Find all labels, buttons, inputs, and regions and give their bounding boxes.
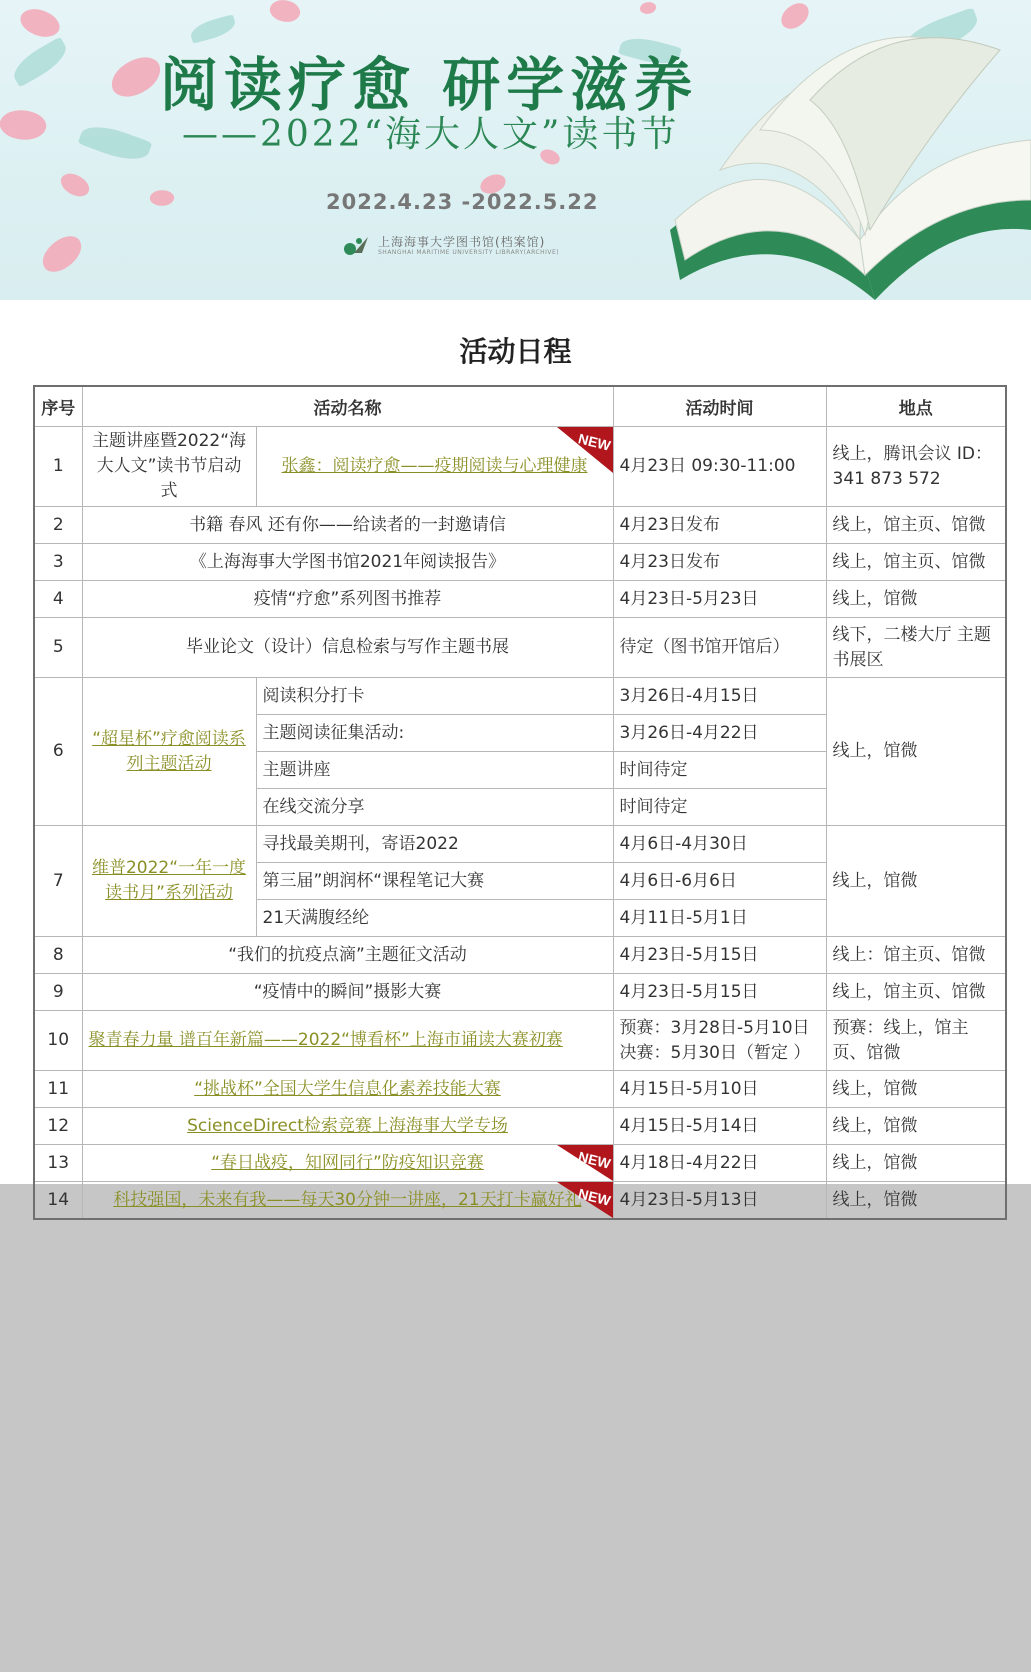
sub-activity-time: 4月11日-5月1日 [613,900,826,937]
activity-time: 待定（图书馆开馆后） [613,618,826,678]
table-row [34,826,1006,863]
activity-place: 线上，馆主页、馆微 [826,974,1006,1011]
activity-link[interactable]: 科技强国，未来有我——每天30分钟一讲座，21天打卡赢好礼 [113,1189,582,1210]
header-location: 地点 [826,386,1006,427]
activity-name: 书籍 春风 还有你——给读者的一封邀请信 [82,507,613,544]
activity-place: 线上，馆微 [826,1145,1006,1182]
activity-place: 线上，馆微 [826,678,1006,826]
petal-decoration [106,52,166,102]
activity-place: 线上，腾讯会议 ID：341 873 572 [826,427,1006,507]
sub-activity-name: 主题讲座 [256,752,613,789]
activity-group-link[interactable]: 维普2022“一年一度读书月”系列活动 [91,858,247,903]
table-row [34,581,1006,618]
table-row [34,1011,1006,1071]
sub-activity-name: 在线交流分享 [256,789,613,826]
activity-place: 线上，馆微 [826,1108,1006,1145]
petal-decoration [640,1,657,14]
section-title: 活动日程 [459,335,572,368]
activity-time: 4月23日-5月15日 [613,937,826,974]
activity-name: 毕业论文（设计）信息检索与写作主题书展 [82,618,613,678]
header-activity-time: 活动时间 [613,386,826,427]
activity-group: 主题讲座暨2022“海大人文”读书节启动式 [82,427,256,507]
petal-decoration [267,0,303,27]
table-row [34,1108,1006,1145]
activity-place: 线上，馆微 [826,1071,1006,1108]
table-row [34,974,1006,1011]
activity-name: “我们的抗疫点滴”主题征文活动 [82,937,613,974]
activity-place: 线上，馆微 [826,826,1006,937]
activity-time: 4月15日-5月10日 [613,1071,826,1108]
row-number: 5 [34,618,82,678]
sub-activity-name: 第三届”朗润杯“课程笔记大赛 [256,863,613,900]
sub-activity-name: 21天满腹经纶 [256,900,613,937]
activity-link[interactable]: 张鑫：阅读疗愈——疫期阅读与心理健康 [281,456,588,476]
banner-dates: 2022.4.23 -2022.5.22 [326,190,599,214]
activity-name-cell [82,1011,613,1071]
activity-place: 预赛：线上，馆主页、馆微 [826,1011,1006,1071]
petal-decoration [57,168,93,203]
header-banner [0,0,1031,300]
activity-group-cell [82,678,256,826]
header-no: 序号 [34,386,82,427]
activity-name-cell [82,1071,613,1108]
activity-name: “疫情中的瞬间”摄影大赛 [82,974,613,1011]
activity-link[interactable]: “春日战疫，知网同行”防疫知识竞赛 [211,1152,484,1173]
library-name-english: SHANGHAI MARITIME UNIVERSITY LIBRARY(ARCHIVE) [378,249,560,256]
activity-time: 4月23日-5月23日 [613,581,826,618]
activity-time: 4月23日 09:30-11:00 [613,427,826,507]
activity-time: 4月23日发布 [613,544,826,581]
row-number: 7 [34,826,82,937]
activity-group-cell [82,826,256,937]
activity-schedule-table [33,385,1007,1220]
sub-activity-time: 3月26日-4月22日 [613,715,826,752]
row-number: 14 [34,1182,82,1220]
activity-place: 线上，馆微 [826,581,1006,618]
table-row [34,1145,1006,1182]
activity-time: 4月18日-4月22日 [613,1145,826,1182]
activity-link[interactable]: 聚青春力量 谱百年新篇——2022“博看杯”上海市诵读大赛初赛 [88,1030,563,1050]
activity-place: 线上，馆主页、馆微 [826,507,1006,544]
row-number: 4 [34,581,82,618]
new-badge: NEW [557,1145,613,1181]
row-number: 10 [34,1011,82,1071]
activity-name-cell [82,1108,613,1145]
table-row [34,618,1006,678]
leaf-decoration [8,37,72,88]
library-logo-icon [342,233,370,257]
table-row [34,937,1006,974]
table-row [34,544,1006,581]
activity-time: 4月23日-5月15日 [613,974,826,1011]
sub-activity-time: 时间待定 [613,752,826,789]
row-number: 2 [34,507,82,544]
activity-place: 线上：馆主页、馆微 [826,937,1006,974]
row-number: 1 [34,427,82,507]
sub-activity-name: 寻找最美期刊，寄语2022 [256,826,613,863]
row-number: 3 [34,544,82,581]
activity-group-link[interactable]: “超星杯”疗愈阅读系列主题活动 [92,728,246,774]
sub-activity-time: 时间待定 [613,789,826,826]
activity-time: 4月15日-5月14日 [613,1108,826,1145]
petal-decoration [36,231,88,277]
row-number: 8 [34,937,82,974]
activity-place: 线下，二楼大厅 主题书展区 [826,618,1006,678]
petal-decoration [149,188,175,208]
sub-activity-time: 3月26日-4月15日 [613,678,826,715]
new-badge: NEW [557,427,613,473]
activity-name: 疫情“疗愈”系列图书推荐 [82,581,613,618]
header-activity-name: 活动名称 [82,386,613,427]
banner-title: 阅读疗愈 研学滋养 [160,51,699,119]
row-number: 12 [34,1108,82,1145]
table-row [34,678,1006,715]
activity-name: 《上海海事大学图书馆2021年阅读报告》 [82,544,613,581]
table-row [34,1071,1006,1108]
row-number: 11 [34,1071,82,1108]
sub-activity-name: 阅读积分打卡 [256,678,613,715]
row-number: 13 [34,1145,82,1182]
row-number: 9 [34,974,82,1011]
sub-activity-name: 主题阅读征集活动: [256,715,613,752]
activity-time: 4月23日发布 [613,507,826,544]
table-header-row [34,386,1006,427]
banner-subtitle: ——2022“海大人文”读书节 [182,114,680,155]
library-name: 上海海事大学图书馆(档案馆) [378,235,546,249]
activity-time: 预赛：3月28日-5月10日 决赛：5月30日（暂定 ） [613,1011,826,1071]
sub-activity-time: 4月6日-4月30日 [613,826,826,863]
activity-link[interactable]: ScienceDirect检索竞赛上海海事大学专场 [187,1115,508,1136]
table-row [34,427,1006,507]
activity-link[interactable]: “挑战杯”全国大学生信息化素养技能大赛 [194,1078,501,1099]
activity-place: 线上，馆主页、馆微 [826,544,1006,581]
activity-name-cell [82,1145,613,1182]
new-badge: NEW [557,1182,613,1218]
activity-name-cell [82,1182,613,1220]
activity-time: 4月23日-5月13日 [613,1182,826,1220]
activity-place: 线上，馆微 [826,1182,1006,1220]
leaf-decoration [78,119,153,167]
table-row [34,1182,1006,1220]
petal-decoration [0,105,49,146]
activity-name-cell [256,427,613,507]
sub-activity-time: 4月6日-6月6日 [613,863,826,900]
row-number: 6 [34,678,82,826]
table-row [34,507,1006,544]
